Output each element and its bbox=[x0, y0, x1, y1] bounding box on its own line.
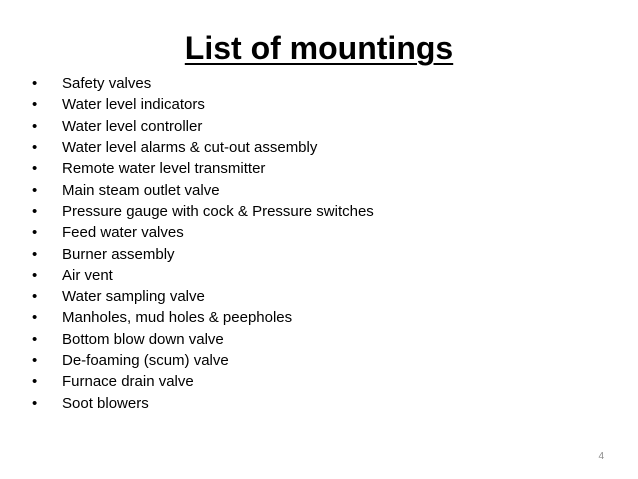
list-item bbox=[32, 94, 374, 115]
bullet-icon: • bbox=[32, 352, 38, 369]
list-item-text: Soot blowers bbox=[62, 394, 149, 412]
list-item bbox=[32, 137, 374, 158]
bullet-icon: • bbox=[32, 160, 38, 178]
list-item-text: Pressure gauge with cock & Pressure switches bbox=[62, 202, 374, 220]
bullet-icon: • bbox=[32, 373, 38, 391]
bullet-icon: • bbox=[32, 394, 38, 412]
list-item-text: Water sampling valve bbox=[62, 288, 205, 306]
list-item bbox=[32, 116, 374, 137]
list-item bbox=[32, 307, 374, 328]
page-number: 4 bbox=[598, 451, 604, 462]
bullet-icon: • bbox=[32, 245, 38, 263]
list-item-text: Feed water valves bbox=[62, 224, 184, 242]
list-item-text: Water level alarms & cut-out assembly bbox=[62, 139, 318, 157]
list-item bbox=[32, 371, 374, 392]
list-item bbox=[32, 73, 374, 94]
list-item-text: Air vent bbox=[62, 266, 113, 284]
list-item bbox=[32, 158, 374, 179]
list-item-text: Water level controller bbox=[62, 117, 203, 135]
mountings-list bbox=[32, 73, 374, 414]
list-item bbox=[32, 329, 374, 350]
list-item-text: Burner assembly bbox=[62, 245, 175, 263]
bullet-icon: • bbox=[32, 181, 38, 199]
slide-title-text: List of mountings bbox=[184, 30, 454, 66]
list-item bbox=[32, 392, 374, 413]
list-item-text: Manholes, mud holes & peepholes bbox=[62, 309, 293, 327]
list-item bbox=[32, 265, 374, 286]
list-item bbox=[32, 243, 374, 264]
list-item bbox=[32, 222, 374, 243]
bullet-icon: • bbox=[32, 309, 38, 327]
bullet-icon: • bbox=[32, 96, 38, 114]
bullet-icon: • bbox=[32, 288, 38, 306]
bullet-icon: • bbox=[32, 330, 38, 348]
list-item-text: Furnace drain valve bbox=[62, 373, 194, 391]
bullet-icon: • bbox=[32, 75, 38, 93]
bullet-icon: • bbox=[32, 139, 38, 157]
list-item bbox=[32, 201, 374, 222]
bullet-icon: • bbox=[32, 266, 38, 284]
list-item-text: Bottom blow down valve bbox=[62, 330, 224, 348]
list-item bbox=[32, 350, 374, 371]
bullet-icon: • bbox=[32, 117, 38, 135]
bullet-icon: • bbox=[32, 224, 38, 242]
list-item bbox=[32, 179, 374, 200]
list-item bbox=[32, 286, 374, 307]
list-item-text: Main steam outlet valve bbox=[62, 181, 220, 199]
list-item-text: Safety valves bbox=[62, 75, 152, 93]
bullet-icon: • bbox=[32, 202, 38, 220]
list-item-text: Water level indicators bbox=[62, 96, 205, 114]
list-item-text: De-foaming (scum) valve bbox=[62, 352, 229, 369]
list-item-text: Remote water level transmitter bbox=[62, 160, 266, 178]
slide-title bbox=[0, 28, 638, 68]
